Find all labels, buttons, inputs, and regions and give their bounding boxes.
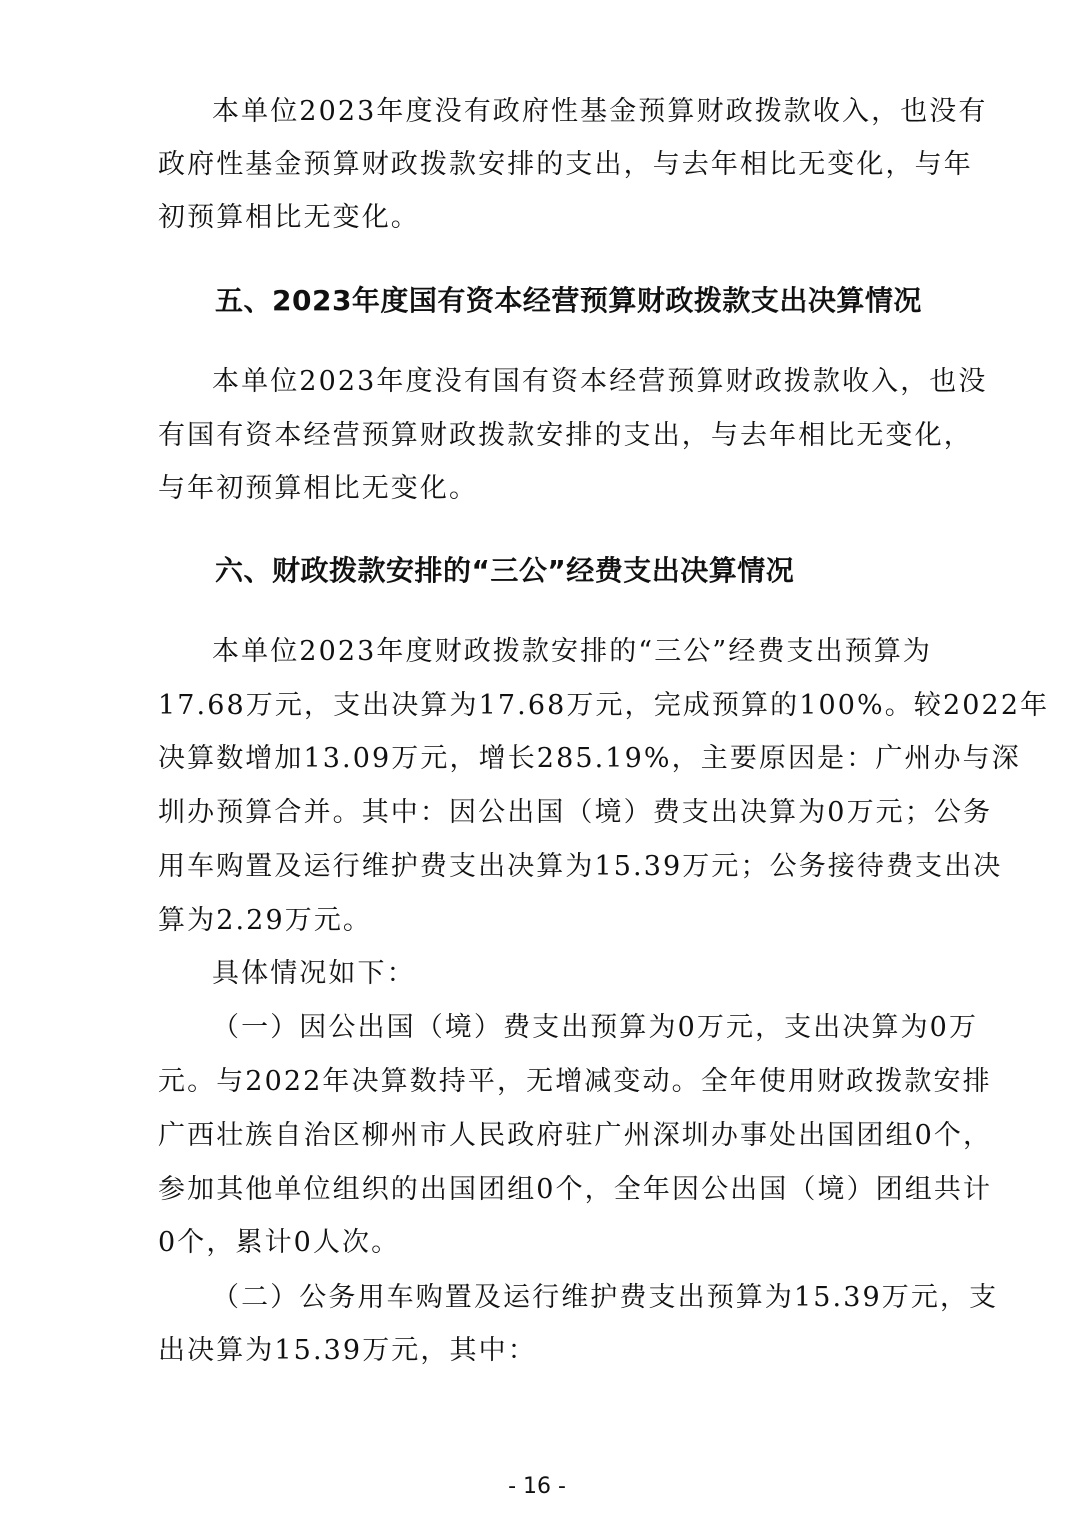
page-number: - 16 - — [508, 1474, 566, 1499]
paragraph-line: 本单位2023年度没有政府性基金预算财政拨款收入，也没有 — [212, 96, 988, 127]
paragraph-line: 初预算相比无变化。 — [158, 202, 420, 233]
paragraph-line: 具体情况如下： — [212, 958, 416, 989]
paragraph-line: 算为2.29万元。 — [158, 905, 373, 936]
paragraph-line: 政府性基金预算财政拨款安排的支出，与去年相比无变化，与年 — [158, 149, 973, 180]
paragraph-line: 圳办预算合并。其中：因公出国（境）费支出决算为0万元；公务 — [158, 797, 993, 828]
paragraph-line: （一）因公出国（境）费支出预算为0万元，支出决算为0万 — [212, 1012, 979, 1043]
paragraph-line: 用车购置及运行维护费支出决算为15.39万元；公务接待费支出决 — [158, 851, 1003, 882]
paragraph-line: 本单位2023年度财政拨款安排的“三公”经费支出预算为 — [212, 636, 933, 667]
paragraph-line: 0个，累计0人次。 — [158, 1227, 401, 1258]
paragraph-line: 参加其他单位组织的出国团组0个，全年因公出国（境）团组共计 — [158, 1174, 993, 1205]
section-heading-5: 五、2023年度国有资本经营预算财政拨款支出决算情况 — [215, 284, 922, 317]
paragraph-line: 元。与2022年决算数持平，无增减变动。全年使用财政拨款安排 — [158, 1066, 992, 1097]
paragraph-line: （二）公务用车购置及运行维护费支出预算为15.39万元，支 — [212, 1282, 999, 1313]
paragraph-line: 17.68万元，支出决算为17.68万元，完成预算的100%。较2022年 — [158, 690, 1050, 721]
paragraph-line: 有国有资本经营预算财政拨款安排的支出，与去年相比无变化， — [158, 420, 973, 451]
section-heading-6: 六、财政拨款安排的“三公”经费支出决算情况 — [215, 554, 795, 587]
paragraph-line: 决算数增加13.09万元，增长285.19%，主要原因是：广州办与深 — [158, 743, 1021, 774]
paragraph-line: 本单位2023年度没有国有资本经营预算财政拨款收入，也没 — [212, 366, 988, 397]
paragraph-line: 出决算为15.39万元，其中： — [158, 1335, 537, 1366]
paragraph-line: 与年初预算相比无变化。 — [158, 473, 479, 504]
paragraph-line: 广西壮族自治区柳州市人民政府驻广州深圳办事处出国团组0个， — [158, 1120, 993, 1151]
